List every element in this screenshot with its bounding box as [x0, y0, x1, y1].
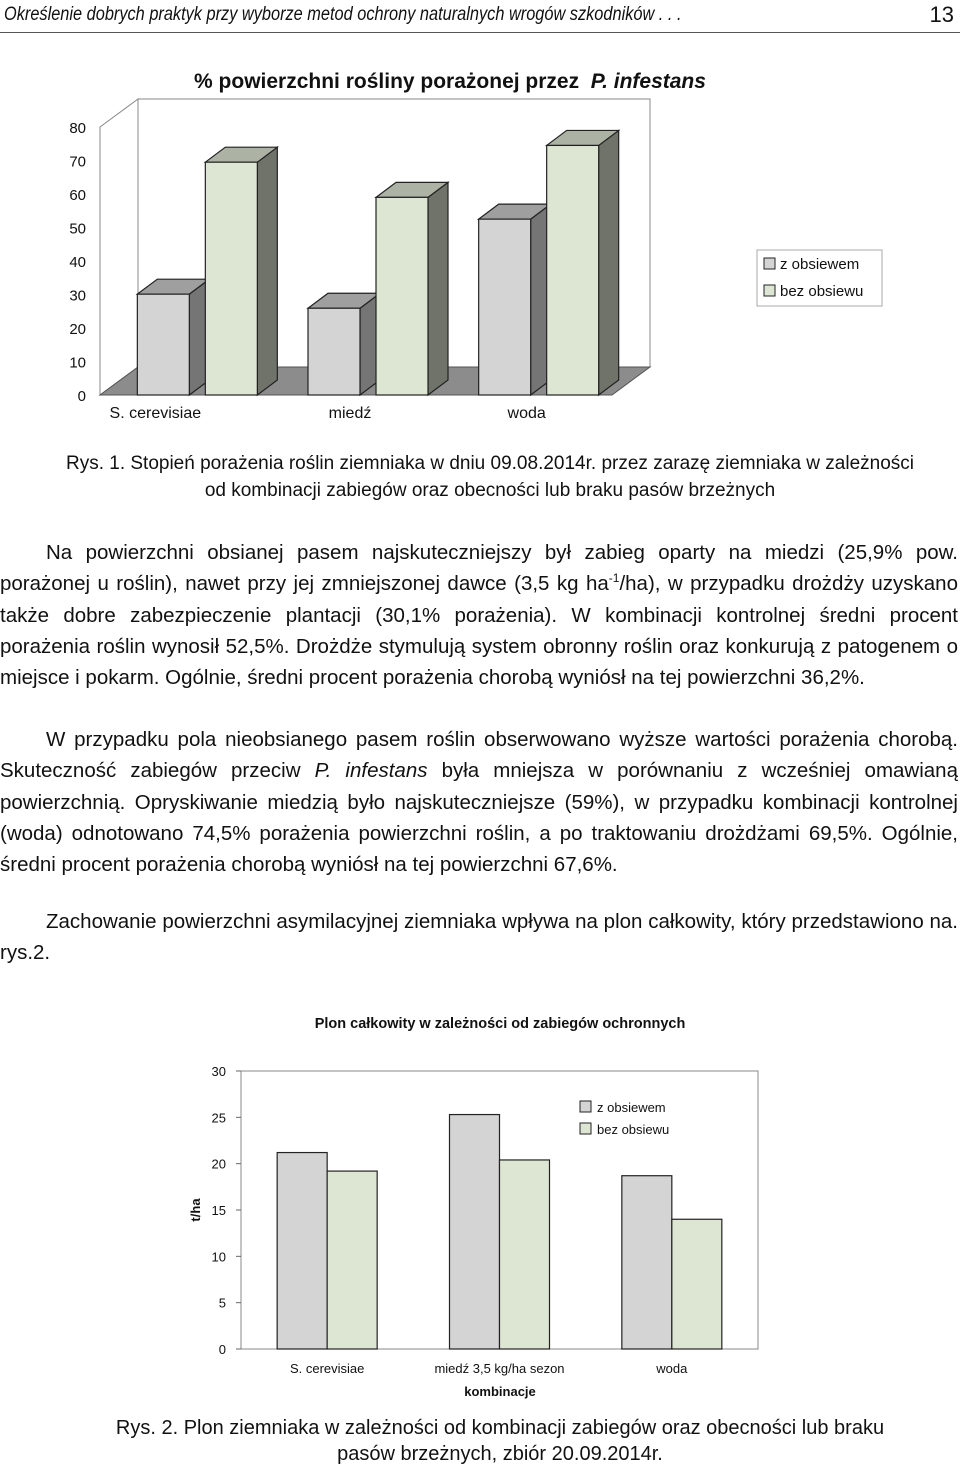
chart1-legend-label: bez obsiewu [780, 283, 864, 300]
paragraph-1-text-b: /ha), w przypadku drożdży uzyskano także dobre zabezpieczenie plantacji (30,1% porażenia). W kombinacji kontrolnej średni procent porażenia roślin wynosił 52,5%. Drożdże stymulują system obronny roślin oraz konkurują z patogenem o miejsce i pokarm. Ogólnie, średni procent porażenia chorobą wyniósł na tej powierzchni 36,2%. [0, 572, 958, 690]
chart2-bar [622, 1176, 672, 1349]
chart2-y-tick-label: 0 [218, 1342, 226, 1357]
paragraph-2-species: P. infestans [314, 759, 428, 783]
page-number: 13 [929, 2, 954, 27]
chart2-x-tick-label: miedź 3,5 kg/ha sezon [434, 1361, 565, 1376]
paragraph-2-text-a: W przypadku pola nieobsianego pasem roślin obserwowano wyższe wartości porażenia chorobą. Skuteczność zabiegów przeciw [0, 728, 958, 783]
paragraph-2-text-b: była mniejsza w porównaniu z wcześniej omawianą powierzchnią. Opryskiwanie miedzią było najskuteczniejsze (59%), w przypadku kombinacji kontrolnej (woda) odnotowano 74,5% porażenia powierzchni roślin, a po traktowaniu drożdżami 69,5%. Ogólnie, średni procent porażenia chorobą wyniósł na tej powierzchni 67,6%. [0, 759, 958, 877]
chart2-x-tick-label: woda [656, 1361, 688, 1376]
chart1-y-tick-label: 0 [77, 388, 86, 405]
chart1-y-tick-label: 20 [69, 321, 86, 338]
chart2-y-axis-label: t/ha [188, 1198, 203, 1222]
figure1-caption: Rys. 1. Stopień porażenia roślin ziemniaka w dniu 09.08.2014r. przez zarazę ziemniaka w zależności od kombinacji zabiegów oraz obecności lub braku pasów brzeżnych [65, 453, 915, 501]
chart2-legend-label: bez obsiewu [597, 1122, 670, 1137]
chart1-x-tick-label: miedź [328, 405, 372, 422]
chart1-title-species: P. infestans [590, 70, 706, 93]
chart1-x-tick-label: S. cerevisiae [109, 405, 202, 422]
chart2-bar [277, 1153, 327, 1349]
running-title: Określenie dobrych praktyk przy wyborze metod ochrony naturalnych wrogów szkodników . . . [4, 4, 682, 25]
chart2-x-axis-label: kombinacje [464, 1384, 536, 1399]
chart2-legend-label: z obsiewem [597, 1100, 666, 1115]
chart2-bar [672, 1219, 722, 1349]
chart1-legend-label: z obsiewem [780, 256, 860, 273]
chart2-legend-swatch [580, 1123, 591, 1134]
chart2-y-tick-label: 15 [211, 1203, 226, 1218]
chart2-y-tick-label: 10 [211, 1249, 226, 1265]
chart1-title-main: % powierzchni rośliny porażonej przez [194, 70, 580, 93]
chart2-y-tick-label: 5 [218, 1295, 226, 1311]
figure2-caption: Rys. 2. Plon ziemniaka w zależności od kombinacji zabiegów oraz obecności lub braku pasów brzeżnych, zbiór 20.09.2014r. [115, 1417, 885, 1465]
paragraph-3-text: Zachowanie powierzchni asymilacyjnej ziemniaka wpływa na plon całkowity, który przedstawiono na. rys.2. [0, 910, 958, 965]
chart2-bar [500, 1160, 550, 1349]
chart1-y-tick-label: 70 [69, 153, 86, 171]
chart1-y-tick-label: 40 [69, 254, 86, 271]
chart2-y-tick-label: 30 [211, 1064, 226, 1079]
chart2-legend-swatch [580, 1101, 591, 1112]
chart1-y-tick-label: 80 [69, 120, 86, 137]
chart2-bar [327, 1171, 377, 1349]
chart2-bar [450, 1115, 500, 1349]
chart1-y-tick-label: 10 [69, 354, 86, 372]
chart2-title: Plon całkowity w zależności od zabiegów ochronnych [314, 1016, 686, 1032]
chart1-y-tick-label: 50 [69, 220, 86, 238]
chart2-y-tick-label: 20 [211, 1156, 226, 1172]
paragraph-1-text-a: Na powierzchni obsianej pasem najskuteczniejszy był zabieg oparty na miedzi (25,9% pow. porażonej u roślin), nawet przy jej zmniejszonej dawce (3,5 kg ha [0, 541, 958, 596]
chart2-x-tick-label: S. cerevisiae [289, 1361, 365, 1376]
chart2-y-tick-label: 25 [211, 1110, 226, 1126]
chart1-y-tick-label: 60 [69, 187, 86, 204]
paragraph-1-superscript: -1 [608, 571, 620, 586]
chart1-x-tick-label: woda [507, 405, 546, 422]
chart1-y-tick-label: 30 [69, 287, 86, 305]
